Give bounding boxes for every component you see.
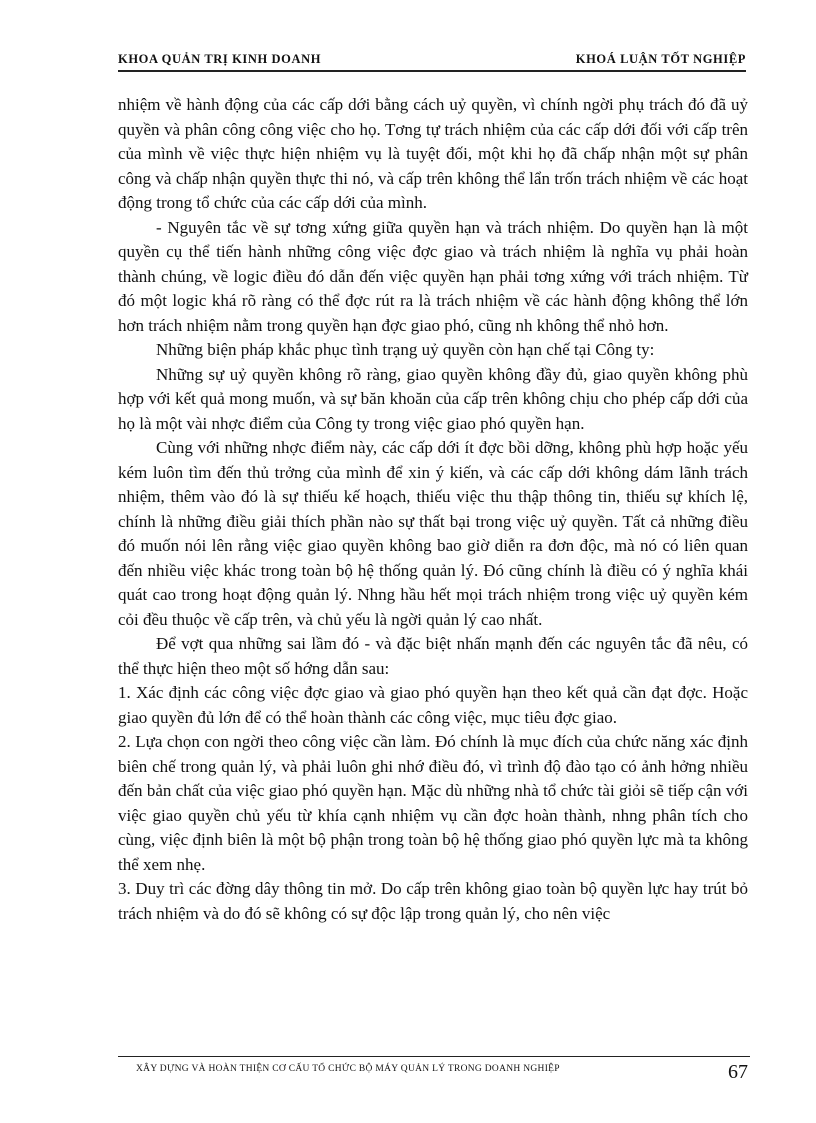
paragraph-continuation: nhiệm về hành động của các cấp dới bằng cách uỷ quyền, vì chính ngời phụ trách đó đã uỷ quyền và phân công công việc cho họ. Tơng tự trách nhiệm của các cấp dới đối với cấp trên của mình về việc thực hiện nhiệm vụ là tuyệt đối, một khi họ đã chấp nhận một sự phân công và chấp nhận quyền thực thi nó, và cấp trên không thể lẩn trốn trách nhiệm về các hoạt động trong tổ chức của các cấp dới của mình. bbox=[118, 95, 748, 212]
guideline-list bbox=[118, 681, 748, 926]
page-footer bbox=[118, 1056, 750, 1087]
paragraph-principle: - Nguyên tắc về sự tơng xứng giữa quyền hạn và trách nhiệm. Do quyền hạn là một quyền cụ thể tiến hành những công việc đợc giao và trách nhiệm là nghĩa vụ phải hoàn thành chúng, về logic điều đó dẫn đến việc quyền hạn phải tơng xứng với trách nhiệm. Từ đó một logic khá rõ ràng có thể đợc rút ra là trách nhiệm về các hành động không thể lớn hơn trách nhiệm nằm trong quyền hạn đợc giao phó, cũng nh không thể nhỏ hơn. bbox=[118, 217, 748, 335]
list-item: 1. Xác định các công việc đợc giao và giao phó quyền hạn theo kết quả cần đạt đợc. Hoặc giao quyền đủ lớn để có thể hoàn thành các công việc, mục tiêu đợc giao. bbox=[118, 683, 748, 727]
list-item: 2. Lựa chọn con ngời theo công việc cần làm. Đó chính là mục đích của chức năng xác định biên chế trong quản lý, và phải luôn ghi nhớ điều đó, vì trình độ đào tạo có ảnh hởng nhiều đến bản chất của việc giao phó quyền hạn. Mặc dù những nhà tổ chức tài giỏi sẽ tiếp cận với việc giao quyền chủ yếu từ khía cạnh nhiệm vụ cần đợc hoàn thành, nhng phân tích cho cùng, việc định biên là một bộ phận trong toàn bộ hệ thống giao phó quyền lực mà ta không thể xem nhẹ. bbox=[118, 732, 748, 874]
document-body bbox=[118, 93, 748, 926]
header-faculty: KHOA QUẢN TRỊ KINH DOANH bbox=[118, 52, 322, 66]
page-header bbox=[118, 48, 746, 72]
paragraph-guidelines-intro: Để vợt qua những sai lầm đó - và đặc biệt nhấn mạnh đến các nguyên tắc đã nêu, có thể thực hiện theo một số hớng dẫn sau: bbox=[118, 634, 748, 678]
page-number: 67 bbox=[728, 1061, 748, 1083]
footer-title: XÂY DỰNG VÀ HOÀN THIỆN CƠ CẤU TỔ CHỨC BỘ MÁY QUẢN LÝ TRONG DOANH NGHIỆP bbox=[136, 1064, 560, 1074]
paragraph-subordinates: Cùng với những nhợc điểm này, các cấp dới ít đợc bồi dỡng, không phù hợp hoặc yếu kém luôn tìm đến thủ trởng của mình để xin ý kiến, và các cấp dới không dám lãnh trách nhiệm, thêm vào đó là sự thiếu kế hoạch, thiếu việc thu thập thông tin, thiếu sự khích lệ, chính là những điều giải thích phần nào sự thất bại trong việc uỷ quyền. Tất cả những điều đó muốn nói lên rằng việc giao quyền không bao giờ diễn ra đơn độc, mà nó có liên quan đến nhiều việc khác trong toàn bộ hệ thống quản lý. Đó cũng chính là điều có ý nghĩa khái quát cao trong hoạt động quản lý. Nhng hầu hết mọi trách nhiệm trong việc uỷ quyền kém cỏi đều thuộc về cấp trên, và chủ yếu là ngời quản lý cao nhất. bbox=[118, 438, 748, 629]
list-item: 3. Duy trì các đờng dây thông tin mở. Do cấp trên không giao toàn bộ quyền lực hay trút bỏ trách nhiệm và do đó sẽ không có sự độc lập trong quản lý, cho nên việc bbox=[118, 879, 748, 923]
paragraph-weaknesses: Những sự uỷ quyền không rõ ràng, giao quyền không đầy đủ, giao quyền không phù hợp với kết quả mong muốn, và sự băn khoăn của cấp trên không chịu cho phép cấp dới của họ là một vài nhợc điểm của Công ty trong việc giao phó quyền hạn. bbox=[118, 364, 748, 433]
paragraph-heading-measures: Những biện pháp khắc phục tình trạng uỷ quyền còn hạn chế tại Công ty: bbox=[156, 340, 655, 359]
header-thesis-label: KHOÁ LUẬN TỐT NGHIỆP bbox=[575, 52, 746, 66]
